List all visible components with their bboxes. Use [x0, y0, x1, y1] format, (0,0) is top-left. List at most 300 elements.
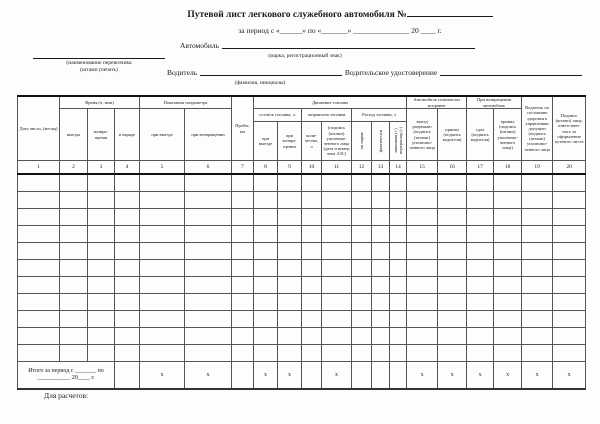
empty-cell	[522, 192, 553, 209]
empty-cell	[140, 226, 185, 243]
col-number: 4	[115, 161, 140, 175]
empty-cell	[254, 294, 278, 311]
empty-cell	[232, 277, 254, 294]
empty-cell	[115, 260, 140, 277]
total-mark-cell: x	[322, 362, 352, 390]
empty-cell	[522, 174, 553, 192]
empty-cell	[88, 226, 115, 243]
empty-cell	[185, 311, 232, 328]
table-row	[18, 209, 586, 226]
vehicle-label: Автомобиль	[180, 41, 220, 50]
empty-cell	[140, 294, 185, 311]
empty-cell	[185, 294, 232, 311]
empty-cell	[494, 345, 522, 362]
empty-cell	[467, 345, 494, 362]
carrier-hint-line2: (штамп (печать)	[80, 67, 118, 74]
empty-cell	[88, 277, 115, 294]
empty-cell	[438, 243, 467, 260]
empty-cell	[553, 192, 586, 209]
empty-cell	[88, 243, 115, 260]
empty-cell	[467, 294, 494, 311]
empty-cell	[88, 192, 115, 209]
empty-cell	[278, 345, 302, 362]
empty-cell	[140, 174, 185, 192]
col-header-time-departure: выезда	[60, 109, 88, 161]
empty-cell	[522, 345, 553, 362]
col-header-rest-at-return: при возвра-щении	[278, 122, 302, 161]
empty-cell	[407, 311, 438, 328]
col-number: 12	[352, 161, 372, 175]
col-header-economy	[390, 122, 407, 161]
empty-cell	[553, 209, 586, 226]
empty-cell	[407, 209, 438, 226]
empty-cell	[390, 174, 407, 192]
vehicle-hint: (марка, регистрационный знак)	[268, 53, 342, 59]
table-row	[18, 192, 586, 209]
empty-cell	[494, 311, 522, 328]
empty-cell	[302, 260, 322, 277]
empty-cell	[522, 209, 553, 226]
empty-cell	[60, 328, 88, 345]
empty-cell	[322, 328, 352, 345]
empty-cell	[322, 294, 352, 311]
col-number: 11	[322, 161, 352, 175]
carrier-block	[33, 58, 165, 74]
empty-cell	[553, 311, 586, 328]
table-body	[18, 174, 586, 362]
col-header-accepted-by-driver: принял (подпись водителя)	[438, 109, 467, 161]
empty-cell	[140, 192, 185, 209]
table-total-section	[18, 362, 586, 390]
total-mark-cell: x	[140, 362, 185, 390]
period-line: за период с «______» по «_______» _______________ 20 ____ г.	[238, 26, 442, 35]
empty-cell	[302, 328, 322, 345]
empty-cell	[352, 192, 372, 209]
empty-cell	[140, 311, 185, 328]
empty-cell	[553, 260, 586, 277]
empty-cell	[372, 260, 390, 277]
empty-cell	[140, 260, 185, 277]
empty-cell	[407, 174, 438, 192]
empty-cell	[322, 345, 352, 362]
empty-cell	[407, 226, 438, 243]
empty-cell	[438, 209, 467, 226]
empty-cell	[185, 345, 232, 362]
empty-cell	[18, 345, 60, 362]
empty-cell	[278, 226, 302, 243]
col-number: 3	[88, 161, 115, 175]
empty-cell	[232, 209, 254, 226]
empty-cell	[467, 174, 494, 192]
empty-cell	[322, 277, 352, 294]
empty-cell	[185, 209, 232, 226]
table-row	[18, 311, 586, 328]
total-mark-cell	[390, 362, 407, 390]
col-number: 2	[60, 161, 88, 175]
empty-cell	[407, 192, 438, 209]
empty-cell	[372, 192, 390, 209]
col-header-actual	[372, 122, 390, 161]
table-row	[18, 294, 586, 311]
empty-cell	[88, 174, 115, 192]
col-header-responsible-signature: Подпись (штамп) лица, ответствен-ного за оформление путевого листа	[553, 96, 586, 161]
empty-cell	[115, 192, 140, 209]
col-number: 20	[553, 161, 586, 175]
empty-cell	[60, 243, 88, 260]
col-header-departure-allowed: выезд разрешаю (подпись (штамп) уполномо-ченного лица	[407, 109, 438, 161]
empty-cell	[115, 328, 140, 345]
empty-cell	[140, 243, 185, 260]
empty-cell	[494, 294, 522, 311]
col-number: 18	[494, 161, 522, 175]
empty-cell	[302, 174, 322, 192]
empty-cell	[372, 294, 390, 311]
empty-cell	[494, 260, 522, 277]
total-mark-cell: x	[185, 362, 232, 390]
empty-cell	[390, 243, 407, 260]
empty-cell	[467, 311, 494, 328]
col-header-rest-at-departure: при выезде	[254, 122, 278, 161]
empty-cell	[390, 345, 407, 362]
empty-cell	[302, 243, 322, 260]
empty-cell	[438, 174, 467, 192]
empty-cell	[185, 260, 232, 277]
col-number: 14	[390, 161, 407, 175]
empty-cell	[553, 328, 586, 345]
empty-cell	[553, 277, 586, 294]
empty-cell	[18, 294, 60, 311]
empty-cell	[372, 243, 390, 260]
empty-cell	[232, 174, 254, 192]
empty-cell	[522, 226, 553, 243]
empty-cell	[88, 209, 115, 226]
empty-cell	[115, 243, 140, 260]
empty-cell	[232, 226, 254, 243]
doc-number-blank-line	[407, 8, 493, 17]
empty-cell	[60, 192, 88, 209]
empty-cell	[254, 174, 278, 192]
empty-cell	[140, 277, 185, 294]
col-header-handed-by-driver: сдал (подпись водителя)	[467, 109, 494, 161]
empty-cell	[18, 174, 60, 192]
group-header-speedometer: Показания спидометра	[140, 96, 232, 109]
license-blank-line	[440, 74, 582, 76]
total-row	[18, 362, 586, 390]
empty-cell	[553, 174, 586, 192]
total-mark-cell: x	[438, 362, 467, 390]
empty-cell	[352, 226, 372, 243]
empty-cell	[352, 328, 372, 345]
empty-cell	[18, 243, 60, 260]
empty-cell	[372, 345, 390, 362]
empty-cell	[407, 345, 438, 362]
empty-cell	[254, 345, 278, 362]
empty-cell	[278, 294, 302, 311]
table-row	[18, 174, 586, 192]
empty-cell	[407, 260, 438, 277]
col-number: 16	[438, 161, 467, 175]
empty-cell	[185, 192, 232, 209]
empty-cell	[407, 294, 438, 311]
col-header-station-signature: (подпись (штамп) уполномо-ченного лица (дата и номер чека АЗС)	[322, 122, 352, 161]
empty-cell	[407, 328, 438, 345]
empty-cell	[254, 243, 278, 260]
empty-cell	[115, 226, 140, 243]
vehicle-blank-line	[222, 47, 475, 49]
empty-cell	[302, 294, 322, 311]
col-number: 7	[232, 161, 254, 175]
empty-cell	[494, 209, 522, 226]
footer-note: Для расчетов:	[44, 391, 89, 400]
empty-cell	[390, 277, 407, 294]
empty-cell	[232, 260, 254, 277]
empty-cell	[60, 311, 88, 328]
empty-cell	[522, 311, 553, 328]
empty-cell	[232, 192, 254, 209]
subgroup-header-fuel-filled: заправлено топлива	[302, 109, 352, 122]
empty-cell	[553, 226, 586, 243]
empty-cell	[18, 277, 60, 294]
empty-cell	[115, 174, 140, 192]
empty-cell	[185, 243, 232, 260]
subgroup-header-fuel-rest: остаток топлива, л.	[254, 109, 302, 122]
total-mark-cell: x	[494, 362, 522, 390]
empty-cell	[88, 294, 115, 311]
table-row	[18, 277, 586, 294]
driver-row	[167, 68, 585, 77]
empty-cell	[278, 277, 302, 294]
empty-cell	[278, 260, 302, 277]
total-mark-cell: x	[407, 362, 438, 390]
empty-cell	[115, 311, 140, 328]
empty-cell	[352, 260, 372, 277]
col-header-driver-health: Водитель по состоянию здоровья к управлению допущен (подпись (штамп) уполномо-ченного лица	[522, 96, 553, 161]
empty-cell	[553, 243, 586, 260]
empty-cell	[322, 174, 352, 192]
empty-cell	[254, 209, 278, 226]
empty-cell	[494, 174, 522, 192]
empty-cell	[390, 294, 407, 311]
empty-cell	[522, 294, 553, 311]
empty-cell	[467, 260, 494, 277]
empty-cell	[60, 174, 88, 192]
empty-cell	[407, 243, 438, 260]
col-header-fuel-quantity: коли-чество, л	[302, 122, 322, 161]
empty-cell	[115, 345, 140, 362]
group-header-tech-ok: Автомобиль технически исправен	[407, 96, 467, 109]
empty-cell	[352, 243, 372, 260]
empty-cell	[185, 328, 232, 345]
group-header-time: Время (ч, мин)	[60, 96, 140, 109]
empty-cell	[18, 311, 60, 328]
empty-cell	[322, 243, 352, 260]
empty-cell	[467, 226, 494, 243]
col-header-time-on-duty: в наряде	[115, 109, 140, 161]
total-mark-cell	[115, 362, 140, 390]
empty-cell	[494, 243, 522, 260]
col-number: 10	[302, 161, 322, 175]
empty-cell	[522, 260, 553, 277]
total-label: Итого за период с _______ по ___________ 20____ г.	[18, 362, 115, 390]
empty-cell	[322, 209, 352, 226]
empty-cell	[467, 243, 494, 260]
empty-cell	[438, 294, 467, 311]
empty-cell	[467, 209, 494, 226]
total-mark-cell	[352, 362, 372, 390]
empty-cell	[302, 192, 322, 209]
empty-cell	[278, 243, 302, 260]
empty-cell	[522, 328, 553, 345]
empty-cell	[494, 226, 522, 243]
empty-cell	[494, 277, 522, 294]
total-mark-cell	[372, 362, 390, 390]
group-header-on-return: При возвращении автомобиль	[467, 96, 522, 109]
empty-cell	[254, 192, 278, 209]
empty-cell	[88, 345, 115, 362]
empty-cell	[254, 277, 278, 294]
col-number: 9	[278, 161, 302, 175]
empty-cell	[232, 311, 254, 328]
empty-cell	[522, 277, 553, 294]
empty-cell	[60, 260, 88, 277]
empty-cell	[390, 226, 407, 243]
col-number: 1	[18, 161, 60, 175]
empty-cell	[390, 260, 407, 277]
empty-cell	[278, 174, 302, 192]
empty-cell	[232, 243, 254, 260]
empty-cell	[232, 345, 254, 362]
empty-cell	[115, 209, 140, 226]
empty-cell	[60, 226, 88, 243]
empty-cell	[438, 260, 467, 277]
empty-cell	[372, 277, 390, 294]
waybill-table	[17, 95, 586, 390]
total-mark-cell: x	[254, 362, 278, 390]
empty-cell	[18, 328, 60, 345]
empty-cell	[140, 209, 185, 226]
empty-cell	[372, 311, 390, 328]
empty-cell	[390, 209, 407, 226]
col-header-accepted-by-official: принял (подпись (штамп) уполномо-ченного лица)	[494, 109, 522, 161]
col-header-speedo-at-return: при возвращении	[185, 109, 232, 161]
empty-cell	[278, 328, 302, 345]
empty-cell	[522, 243, 553, 260]
empty-cell	[302, 209, 322, 226]
empty-cell	[185, 277, 232, 294]
empty-cell	[352, 311, 372, 328]
empty-cell	[254, 226, 278, 243]
empty-cell	[372, 209, 390, 226]
empty-cell	[494, 192, 522, 209]
empty-cell	[60, 345, 88, 362]
total-mark-cell: x	[522, 362, 553, 390]
col-header-mileage: Пробег, км	[232, 96, 254, 161]
empty-cell	[232, 294, 254, 311]
empty-cell	[60, 294, 88, 311]
empty-cell	[88, 311, 115, 328]
col-number: 8	[254, 161, 278, 175]
subgroup-header-fuel-consumption: Расход топлива, л	[352, 109, 407, 122]
empty-cell	[372, 174, 390, 192]
empty-cell	[88, 260, 115, 277]
empty-cell	[302, 277, 322, 294]
empty-cell	[438, 192, 467, 209]
empty-cell	[467, 328, 494, 345]
empty-cell	[322, 226, 352, 243]
total-mark-cell	[232, 362, 254, 390]
empty-cell	[115, 294, 140, 311]
empty-cell	[390, 328, 407, 345]
empty-cell	[553, 345, 586, 362]
empty-cell	[372, 328, 390, 345]
empty-cell	[254, 311, 278, 328]
empty-cell	[18, 209, 60, 226]
empty-cell	[18, 192, 60, 209]
col-number: 5	[140, 161, 185, 175]
empty-cell	[438, 226, 467, 243]
carrier-blank-line	[33, 58, 165, 59]
column-numbers-row	[18, 161, 586, 175]
empty-cell	[372, 226, 390, 243]
col-header-by-norm	[352, 122, 372, 161]
empty-cell	[232, 328, 254, 345]
empty-cell	[407, 277, 438, 294]
table-row	[18, 243, 586, 260]
carrier-hint-line1: (наименование перевозчика	[66, 60, 132, 66]
empty-cell	[140, 345, 185, 362]
empty-cell	[438, 277, 467, 294]
driver-blank-line	[200, 74, 342, 76]
empty-cell	[302, 226, 322, 243]
driver-name-hint: (фамилия, инициалы)	[234, 80, 286, 86]
empty-cell	[352, 277, 372, 294]
col-number: 13	[372, 161, 390, 175]
col-number: 6	[185, 161, 232, 175]
empty-cell	[467, 277, 494, 294]
empty-cell	[18, 226, 60, 243]
empty-cell	[18, 260, 60, 277]
doc-title	[110, 8, 570, 20]
empty-cell	[467, 192, 494, 209]
empty-cell	[322, 311, 352, 328]
economy-label: экономия (+) перерасход (-)	[392, 127, 404, 155]
empty-cell	[352, 345, 372, 362]
empty-cell	[438, 328, 467, 345]
total-mark-cell	[302, 362, 322, 390]
col-number: 15	[407, 161, 438, 175]
empty-cell	[254, 260, 278, 277]
empty-cell	[352, 174, 372, 192]
table-row	[18, 226, 586, 243]
empty-cell	[60, 209, 88, 226]
vehicle-row	[180, 41, 478, 50]
by-norm-label: по норме	[358, 132, 364, 150]
col-header-speedo-at-departure: при выезде	[140, 109, 185, 161]
empty-cell	[352, 209, 372, 226]
col-header-date: Дата число, (месяц)	[18, 96, 60, 161]
actual-label: фактически	[377, 129, 383, 153]
empty-cell	[254, 328, 278, 345]
total-mark-cell: x	[278, 362, 302, 390]
empty-cell	[322, 260, 352, 277]
empty-cell	[185, 174, 232, 192]
total-mark-cell: x	[553, 362, 586, 390]
empty-cell	[438, 345, 467, 362]
empty-cell	[278, 192, 302, 209]
group-header-fuel: Движение топлива	[254, 96, 407, 109]
empty-cell	[60, 277, 88, 294]
driver-label: Водитель	[167, 68, 198, 77]
